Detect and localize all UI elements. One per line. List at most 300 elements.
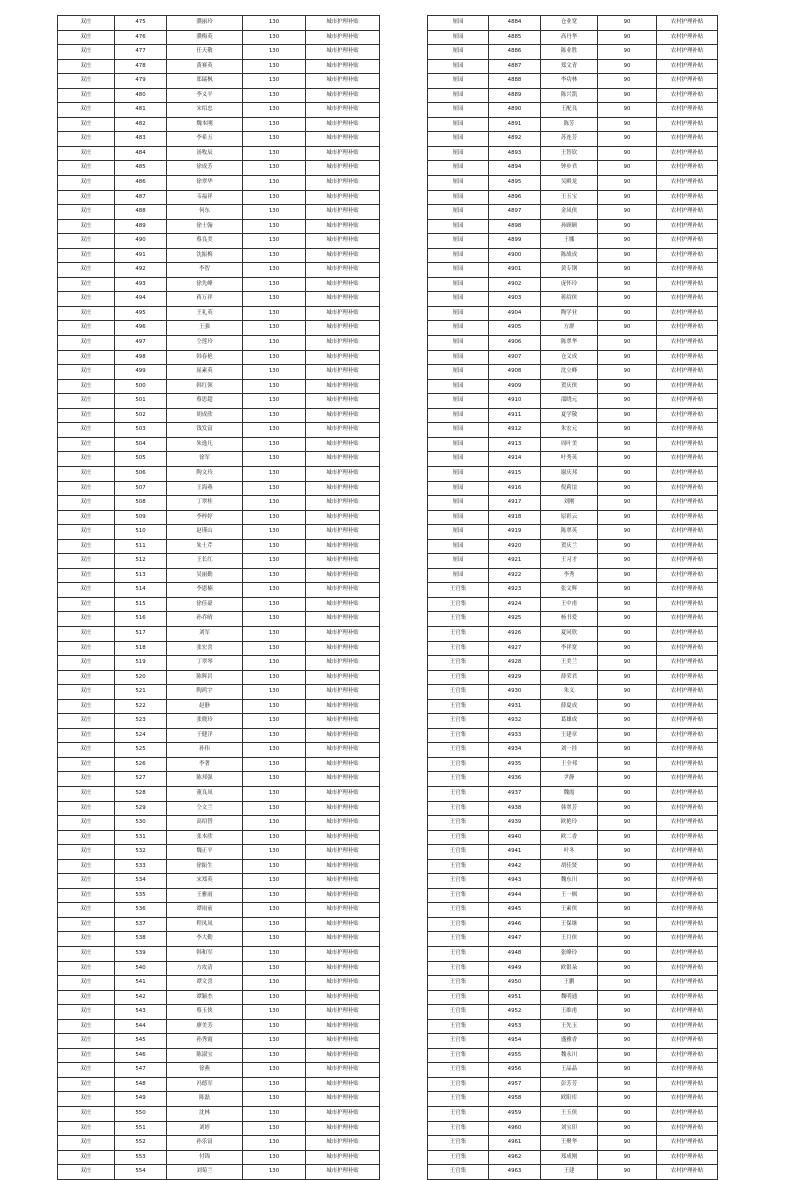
name-cell: 郑瑞枫 xyxy=(167,74,243,89)
name-cell: 魏本刚 xyxy=(167,117,243,132)
name-cell: 陈磊 xyxy=(167,1092,243,1107)
town-cell: 王官集 xyxy=(428,976,489,991)
amount-cell: 90 xyxy=(598,452,657,467)
town-cell: 厘园 xyxy=(428,554,489,569)
serial-number-cell: 4902 xyxy=(489,277,541,292)
serial-number-cell: 4943 xyxy=(489,874,541,889)
town-cell: 王官集 xyxy=(428,1048,489,1063)
serial-number-cell: 4895 xyxy=(489,176,541,191)
table-row xyxy=(428,1092,718,1107)
amount-cell: 90 xyxy=(598,917,657,932)
table-row xyxy=(428,45,718,60)
amount-cell: 130 xyxy=(243,408,306,423)
name-cell: 叶冬 xyxy=(541,845,598,860)
name-cell: 徐军 xyxy=(167,452,243,467)
subsidy-type-cell: 城市护理补贴 xyxy=(306,103,380,118)
table-row xyxy=(58,510,380,525)
table-row xyxy=(428,30,718,45)
subsidy-type-cell: 农村护理补贴 xyxy=(657,772,718,787)
town-cell: 王官集 xyxy=(428,917,489,932)
town-cell: 厘园 xyxy=(428,423,489,438)
amount-cell: 90 xyxy=(598,932,657,947)
serial-number-cell: 531 xyxy=(115,830,167,845)
town-cell: 双庄 xyxy=(58,263,115,278)
table-row xyxy=(428,1150,718,1165)
subsidy-type-cell: 农村护理补贴 xyxy=(657,161,718,176)
subsidy-type-cell: 城市护理补贴 xyxy=(306,859,380,874)
subsidy-type-cell: 城市护理补贴 xyxy=(306,132,380,147)
serial-number-cell: 4909 xyxy=(489,379,541,394)
name-cell: 魏永川 xyxy=(541,1048,598,1063)
town-cell: 双庄 xyxy=(58,830,115,845)
amount-cell: 130 xyxy=(243,74,306,89)
name-cell: 蔡思超 xyxy=(167,394,243,409)
table-row xyxy=(58,612,380,627)
serial-number-cell: 4925 xyxy=(489,612,541,627)
town-cell: 双庄 xyxy=(58,394,115,409)
town-cell: 王官集 xyxy=(428,903,489,918)
serial-number-cell: 544 xyxy=(115,1019,167,1034)
name-cell: 吴丽勤 xyxy=(167,568,243,583)
table-row xyxy=(428,205,718,220)
serial-number-cell: 487 xyxy=(115,190,167,205)
serial-number-cell: 480 xyxy=(115,88,167,103)
serial-number-cell: 541 xyxy=(115,976,167,991)
amount-cell: 130 xyxy=(243,525,306,540)
amount-cell: 90 xyxy=(598,496,657,511)
table-row xyxy=(58,277,380,292)
table-row xyxy=(428,408,718,423)
town-cell: 王官集 xyxy=(428,888,489,903)
subsidy-type-cell: 城市护理补贴 xyxy=(306,772,380,787)
amount-cell: 130 xyxy=(243,874,306,889)
name-cell: 欧二香 xyxy=(541,830,598,845)
subsidy-type-cell: 农村护理补贴 xyxy=(657,496,718,511)
town-cell: 双庄 xyxy=(58,336,115,351)
serial-number-cell: 4958 xyxy=(489,1092,541,1107)
table-row xyxy=(428,874,718,889)
serial-number-cell: 4951 xyxy=(489,990,541,1005)
table-row xyxy=(58,554,380,569)
serial-number-cell: 514 xyxy=(115,583,167,598)
town-cell: 双庄 xyxy=(58,670,115,685)
amount-cell: 90 xyxy=(598,1063,657,1078)
subsidy-type-cell: 城市护理补贴 xyxy=(306,248,380,263)
table-row xyxy=(58,990,380,1005)
serial-number-cell: 4955 xyxy=(489,1048,541,1063)
serial-number-cell: 498 xyxy=(115,350,167,365)
amount-cell: 130 xyxy=(243,816,306,831)
subsidy-type-cell: 城市护理补贴 xyxy=(306,1048,380,1063)
table-row xyxy=(58,830,380,845)
subsidy-type-cell: 城市护理补贴 xyxy=(306,277,380,292)
serial-number-cell: 4933 xyxy=(489,728,541,743)
town-cell: 王官集 xyxy=(428,743,489,758)
name-cell: 薛荣君 xyxy=(541,670,598,685)
name-cell: 王礼英 xyxy=(167,306,243,321)
name-cell: 李著 xyxy=(167,757,243,772)
name-cell: 何东 xyxy=(167,205,243,220)
subsidy-type-cell: 城市护理补贴 xyxy=(306,176,380,191)
table-row xyxy=(58,626,380,641)
town-cell: 双庄 xyxy=(58,888,115,903)
serial-number-cell: 4960 xyxy=(489,1121,541,1136)
amount-cell: 130 xyxy=(243,496,306,511)
subsidy-type-cell: 城市护理补贴 xyxy=(306,583,380,598)
town-cell: 双庄 xyxy=(58,437,115,452)
name-cell: 吴殿龙 xyxy=(541,176,598,191)
town-cell: 双庄 xyxy=(58,757,115,772)
amount-cell: 130 xyxy=(243,1005,306,1020)
town-cell: 厘园 xyxy=(428,16,489,31)
serial-number-cell: 4913 xyxy=(489,437,541,452)
amount-cell: 90 xyxy=(598,641,657,656)
table-row xyxy=(428,554,718,569)
amount-cell: 90 xyxy=(598,321,657,336)
table-row xyxy=(58,365,380,380)
table-row xyxy=(428,1048,718,1063)
name-cell: 蒋绍侠 xyxy=(541,292,598,307)
amount-cell: 90 xyxy=(598,146,657,161)
town-cell: 双庄 xyxy=(58,961,115,976)
serial-number-cell: 4888 xyxy=(489,74,541,89)
amount-cell: 90 xyxy=(598,161,657,176)
serial-number-cell: 4922 xyxy=(489,568,541,583)
amount-cell: 130 xyxy=(243,30,306,45)
amount-cell: 130 xyxy=(243,670,306,685)
subsidy-type-cell: 农村护理补贴 xyxy=(657,437,718,452)
table-row xyxy=(58,772,380,787)
subsidy-type-cell: 农村护理补贴 xyxy=(657,1077,718,1092)
subsidy-type-cell: 农村护理补贴 xyxy=(657,525,718,540)
serial-number-cell: 4885 xyxy=(489,30,541,45)
serial-number-cell: 4946 xyxy=(489,917,541,932)
town-cell: 王官集 xyxy=(428,1165,489,1180)
amount-cell: 130 xyxy=(243,932,306,947)
amount-cell: 130 xyxy=(243,830,306,845)
amount-cell: 90 xyxy=(598,510,657,525)
name-cell: 韩翠芳 xyxy=(541,801,598,816)
table-row xyxy=(58,845,380,860)
town-cell: 双庄 xyxy=(58,45,115,60)
name-cell: 徐佳豪 xyxy=(167,597,243,612)
name-cell: 倪莉谊 xyxy=(541,481,598,496)
subsidy-type-cell: 农村护理补贴 xyxy=(657,263,718,278)
table-row xyxy=(58,1034,380,1049)
serial-number-cell: 515 xyxy=(115,597,167,612)
serial-number-cell: 4887 xyxy=(489,59,541,74)
amount-cell: 90 xyxy=(598,685,657,700)
town-cell: 厘园 xyxy=(428,539,489,554)
table-row xyxy=(428,146,718,161)
town-cell: 双庄 xyxy=(58,597,115,612)
amount-cell: 90 xyxy=(598,1005,657,1020)
name-cell: 周叶美 xyxy=(541,437,598,452)
amount-cell: 90 xyxy=(598,379,657,394)
name-cell: 杨书爱 xyxy=(541,612,598,627)
amount-cell: 90 xyxy=(598,1077,657,1092)
name-cell: 仓义成 xyxy=(541,350,598,365)
table-row xyxy=(428,801,718,816)
subsidy-type-cell: 城市护理补贴 xyxy=(306,1121,380,1136)
name-cell: 郑文青 xyxy=(541,59,598,74)
serial-number-cell: 529 xyxy=(115,801,167,816)
subsidy-type-cell: 农村护理补贴 xyxy=(657,510,718,525)
amount-cell: 130 xyxy=(243,961,306,976)
town-cell: 厘园 xyxy=(428,219,489,234)
subsidy-type-cell: 农村护理补贴 xyxy=(657,132,718,147)
table-row xyxy=(58,350,380,365)
name-cell: 朱逸凡 xyxy=(167,437,243,452)
table-row xyxy=(58,859,380,874)
name-cell: 蒋万祥 xyxy=(167,292,243,307)
town-cell: 双庄 xyxy=(58,859,115,874)
amount-cell: 130 xyxy=(243,365,306,380)
town-cell: 双庄 xyxy=(58,656,115,671)
table-row xyxy=(58,379,380,394)
name-cell: 王长红 xyxy=(167,554,243,569)
name-cell: 濮丽玲 xyxy=(167,16,243,31)
name-cell: 陈邦强 xyxy=(167,772,243,787)
subsidy-type-cell: 农村护理补贴 xyxy=(657,59,718,74)
town-cell: 厘园 xyxy=(428,132,489,147)
table-row xyxy=(58,685,380,700)
town-cell: 双庄 xyxy=(58,612,115,627)
name-cell: 陶鸿宇 xyxy=(167,685,243,700)
amount-cell: 130 xyxy=(243,1165,306,1180)
town-cell: 王官集 xyxy=(428,685,489,700)
table-row xyxy=(58,874,380,889)
name-cell: 夏同欣 xyxy=(541,626,598,641)
town-cell: 双庄 xyxy=(58,350,115,365)
subsidy-type-cell: 城市护理补贴 xyxy=(306,641,380,656)
amount-cell: 130 xyxy=(243,947,306,962)
table-row xyxy=(428,714,718,729)
serial-number-cell: 506 xyxy=(115,466,167,481)
name-cell: 方群 xyxy=(541,321,598,336)
serial-number-cell: 4884 xyxy=(489,16,541,31)
serial-number-cell: 542 xyxy=(115,990,167,1005)
table-row xyxy=(58,568,380,583)
table-row xyxy=(58,423,380,438)
amount-cell: 90 xyxy=(598,88,657,103)
name-cell: 韩和军 xyxy=(167,947,243,962)
subsidy-type-cell: 农村护理补贴 xyxy=(657,1107,718,1122)
table-row xyxy=(428,117,718,132)
serial-number-cell: 476 xyxy=(115,30,167,45)
town-cell: 双庄 xyxy=(58,510,115,525)
amount-cell: 130 xyxy=(243,612,306,627)
table-row xyxy=(58,699,380,714)
serial-number-cell: 4959 xyxy=(489,1107,541,1122)
amount-cell: 90 xyxy=(598,757,657,772)
amount-cell: 130 xyxy=(243,481,306,496)
town-cell: 厘园 xyxy=(428,205,489,220)
name-cell: 李梓婷 xyxy=(167,510,243,525)
name-cell: 王聚华 xyxy=(541,1136,598,1151)
table-row xyxy=(428,859,718,874)
table-row xyxy=(58,408,380,423)
serial-number-cell: 4915 xyxy=(489,466,541,481)
town-cell: 双庄 xyxy=(58,379,115,394)
subsidy-type-cell: 农村护理补贴 xyxy=(657,932,718,947)
serial-number-cell: 507 xyxy=(115,481,167,496)
serial-number-cell: 501 xyxy=(115,394,167,409)
name-cell: 王配良 xyxy=(541,103,598,118)
amount-cell: 130 xyxy=(243,234,306,249)
name-cell: 陈业胜 xyxy=(541,45,598,60)
amount-cell: 90 xyxy=(598,859,657,874)
serial-number-cell: 4950 xyxy=(489,976,541,991)
amount-cell: 90 xyxy=(598,1150,657,1165)
serial-number-cell: 519 xyxy=(115,656,167,671)
amount-cell: 130 xyxy=(243,1034,306,1049)
name-cell: 孙秀霞 xyxy=(167,1034,243,1049)
serial-number-cell: 4938 xyxy=(489,801,541,816)
amount-cell: 130 xyxy=(243,277,306,292)
amount-cell: 130 xyxy=(243,103,306,118)
table-row xyxy=(428,1077,718,1092)
subsidy-type-cell: 城市护理补贴 xyxy=(306,525,380,540)
subsidy-type-cell: 城市护理补贴 xyxy=(306,88,380,103)
serial-number-cell: 481 xyxy=(115,103,167,118)
subsidy-type-cell: 农村护理补贴 xyxy=(657,88,718,103)
table-row xyxy=(58,292,380,307)
subsidy-type-cell: 城市护理补贴 xyxy=(306,336,380,351)
subsidy-type-cell: 城市护理补贴 xyxy=(306,306,380,321)
subsidy-type-cell: 农村护理补贴 xyxy=(657,757,718,772)
serial-number-cell: 502 xyxy=(115,408,167,423)
serial-number-cell: 4948 xyxy=(489,947,541,962)
subsidy-type-cell: 城市护理补贴 xyxy=(306,408,380,423)
amount-cell: 90 xyxy=(598,277,657,292)
town-cell: 王官集 xyxy=(428,801,489,816)
subsidy-type-cell: 城市护理补贴 xyxy=(306,597,380,612)
amount-cell: 130 xyxy=(243,45,306,60)
name-cell: 刘一挂 xyxy=(541,743,598,758)
serial-number-cell: 4916 xyxy=(489,481,541,496)
subsidy-type-cell: 农村护理补贴 xyxy=(657,176,718,191)
name-cell: 陈芳 xyxy=(541,117,598,132)
name-cell: 朱士芹 xyxy=(167,539,243,554)
table-row xyxy=(428,365,718,380)
amount-cell: 90 xyxy=(598,248,657,263)
name-cell: 高绍替 xyxy=(167,816,243,831)
table-row xyxy=(58,1005,380,1020)
table-row xyxy=(58,1165,380,1180)
town-cell: 王官集 xyxy=(428,1150,489,1165)
subsidy-type-cell: 城市护理补贴 xyxy=(306,496,380,511)
subsidy-type-cell: 城市护理补贴 xyxy=(306,146,380,161)
amount-cell: 130 xyxy=(243,1136,306,1151)
subsidy-type-cell: 城市护理补贴 xyxy=(306,452,380,467)
table-row xyxy=(58,903,380,918)
subsidy-type-cell: 农村护理补贴 xyxy=(657,961,718,976)
name-cell: 王玉侠 xyxy=(541,1107,598,1122)
serial-number-cell: 4918 xyxy=(489,510,541,525)
table-row xyxy=(428,641,718,656)
table-row xyxy=(58,1150,380,1165)
table-row xyxy=(428,103,718,118)
subsidy-type-cell: 农村护理补贴 xyxy=(657,394,718,409)
town-cell: 王官集 xyxy=(428,830,489,845)
name-cell: 黄赛英 xyxy=(167,59,243,74)
town-cell: 厘园 xyxy=(428,510,489,525)
name-cell: 张宏喜 xyxy=(167,641,243,656)
town-cell: 双庄 xyxy=(58,743,115,758)
amount-cell: 130 xyxy=(243,714,306,729)
table-row xyxy=(58,743,380,758)
name-cell: 魏明通 xyxy=(541,990,598,1005)
serial-number-cell: 4927 xyxy=(489,641,541,656)
subsidy-type-cell: 城市护理补贴 xyxy=(306,757,380,772)
serial-number-cell: 4911 xyxy=(489,408,541,423)
serial-number-cell: 509 xyxy=(115,510,167,525)
serial-number-cell: 4962 xyxy=(489,1150,541,1165)
table-row xyxy=(428,597,718,612)
amount-cell: 90 xyxy=(598,30,657,45)
amount-cell: 90 xyxy=(598,1034,657,1049)
serial-number-cell: 533 xyxy=(115,859,167,874)
table-row xyxy=(428,990,718,1005)
serial-number-cell: 4906 xyxy=(489,336,541,351)
table-row xyxy=(58,525,380,540)
serial-number-cell: 4908 xyxy=(489,365,541,380)
table-row xyxy=(58,219,380,234)
amount-cell: 130 xyxy=(243,685,306,700)
name-cell: 苏连芳 xyxy=(541,132,598,147)
subsidy-type-cell: 城市护理补贴 xyxy=(306,1136,380,1151)
name-cell: 赵静 xyxy=(167,699,243,714)
amount-cell: 90 xyxy=(598,656,657,671)
subsidy-type-cell: 城市护理补贴 xyxy=(306,481,380,496)
name-cell: 陶学业 xyxy=(541,306,598,321)
name-cell: 尹静 xyxy=(541,772,598,787)
name-cell: 冯德军 xyxy=(167,1077,243,1092)
town-cell: 王官集 xyxy=(428,1005,489,1020)
name-cell: 原彩云 xyxy=(541,510,598,525)
subsidy-type-cell: 城市护理补贴 xyxy=(306,743,380,758)
name-cell: 庞怀玲 xyxy=(541,277,598,292)
subsidy-type-cell: 城市护理补贴 xyxy=(306,30,380,45)
town-cell: 王官集 xyxy=(428,1107,489,1122)
town-cell: 双庄 xyxy=(58,1063,115,1078)
town-cell: 王官集 xyxy=(428,583,489,598)
name-cell: 刘菊兰 xyxy=(167,1165,243,1180)
left-subsidy-table xyxy=(57,15,380,1180)
serial-number-cell: 510 xyxy=(115,525,167,540)
amount-cell: 90 xyxy=(598,990,657,1005)
name-cell: 李祥宽 xyxy=(541,641,598,656)
serial-number-cell: 4932 xyxy=(489,714,541,729)
serial-number-cell: 554 xyxy=(115,1165,167,1180)
amount-cell: 130 xyxy=(243,990,306,1005)
subsidy-type-cell: 农村护理补贴 xyxy=(657,1034,718,1049)
subsidy-type-cell: 城市护理补贴 xyxy=(306,437,380,452)
amount-cell: 90 xyxy=(598,292,657,307)
table-row xyxy=(58,263,380,278)
table-row xyxy=(428,219,718,234)
town-cell: 双庄 xyxy=(58,30,115,45)
town-cell: 双庄 xyxy=(58,146,115,161)
serial-number-cell: 4942 xyxy=(489,859,541,874)
serial-number-cell: 521 xyxy=(115,685,167,700)
town-cell: 王官集 xyxy=(428,786,489,801)
subsidy-type-cell: 城市护理补贴 xyxy=(306,1034,380,1049)
town-cell: 双庄 xyxy=(58,903,115,918)
table-row xyxy=(58,539,380,554)
subsidy-type-cell: 农村护理补贴 xyxy=(657,583,718,598)
